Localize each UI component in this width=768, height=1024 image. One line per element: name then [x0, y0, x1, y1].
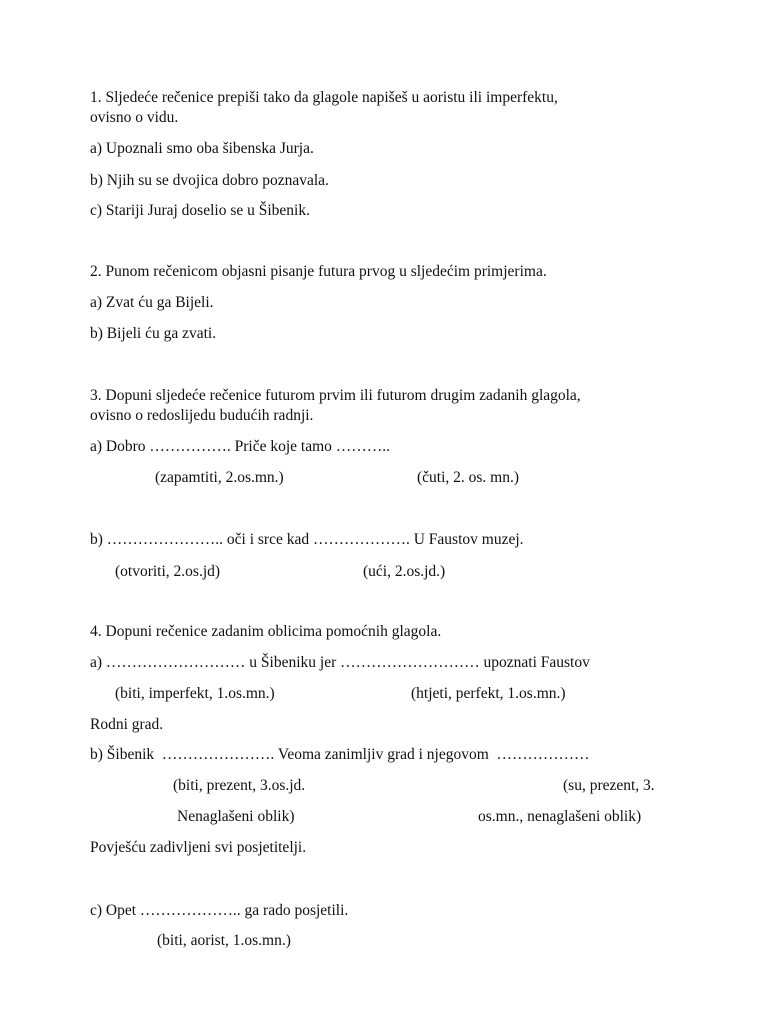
q4-b-hint-1a: (biti, prezent, 3.os.jd.	[173, 777, 306, 794]
q3-a-hint-1: (zapamtiti, 2.os.mn.)	[155, 469, 284, 486]
q3-b-hint-2: (ući, 2.os.jd.)	[363, 563, 446, 580]
q4-item-b: b) Šibenik …………………. Veoma zanimljiv grad i njegovom ………………	[90, 746, 590, 763]
q1-prompt-line2: ovisno o vidu.	[90, 109, 179, 126]
q4-a-continuation: Rodni grad.	[90, 716, 164, 733]
q3-prompt-line1: 3. Dopuni sljedeće rečenice futurom prvim ili futurom drugim zadanih glagola,	[90, 387, 581, 404]
q4-b-hint-2b: os.mn., nenaglašeni oblik)	[478, 808, 642, 825]
q1-prompt-line1: 1. Sljedeće rečenice prepiši tako da glagole napišeš u aoristu ili imperfektu,	[90, 89, 558, 106]
q4-prompt: 4. Dopuni rečenice zadanim oblicima pomoćnih glagola.	[90, 623, 442, 640]
q1-item-b: b) Njih su se dvojica dobro poznavala.	[90, 172, 329, 189]
q4-b-hint-1b: Nenaglašeni oblik)	[177, 808, 295, 825]
q1-item-c: c) Stariji Juraj doselio se u Šibenik.	[90, 202, 310, 219]
q4-item-a: a) ……………………… u Šibeniku jer ……………………… upoznati Faustov	[90, 654, 590, 671]
q3-a-hint-2: (čuti, 2. os. mn.)	[417, 469, 520, 486]
q4-item-c: c) Opet ……………….. ga rado posjetili.	[90, 902, 349, 919]
q3-item-b: b) ………………….. oči i srce kad ………………. U Faustov muzej.	[90, 531, 524, 548]
q4-b-hint-2a: (su, prezent, 3.	[563, 777, 655, 794]
q3-item-a: a) Dobro ……………. Priče koje tamo ………..	[90, 438, 391, 455]
q1-item-a: a) Upoznali smo oba šibenska Jurja.	[90, 140, 314, 157]
q4-c-hint: (biti, aorist, 1.os.mn.)	[157, 932, 291, 949]
q4-a-hint-2: (htjeti, perfekt, 1.os.mn.)	[411, 685, 566, 702]
q4-a-hint-1: (biti, imperfekt, 1.os.mn.)	[115, 685, 275, 702]
q2-prompt: 2. Punom rečenicom objasni pisanje futura prvog u sljedećim primjerima.	[90, 263, 547, 280]
q3-b-hint-1: (otvoriti, 2.os.jd)	[115, 563, 221, 580]
q2-item-b: b) Bijeli ću ga zvati.	[90, 325, 217, 342]
q2-item-a: a) Zvat ću ga Bijeli.	[90, 294, 214, 311]
q4-b-continuation: Povješću zadivljeni svi posjetitelji.	[90, 839, 307, 856]
q3-prompt-line2: ovisno o redoslijedu budućih radnji.	[90, 407, 314, 424]
